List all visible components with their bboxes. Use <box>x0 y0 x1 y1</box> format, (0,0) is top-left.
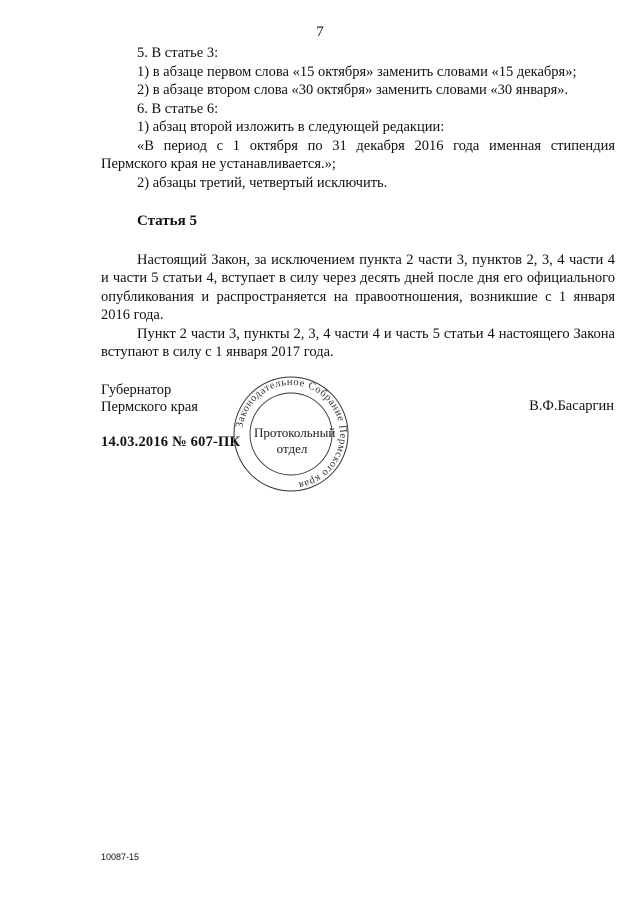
stamp-ring-text: Законодательное Собрание Пермского края <box>234 376 349 491</box>
paragraph: 2) абзацы третий, четвертый исключить. <box>137 174 388 191</box>
signer-title-line1: Губернатор <box>101 382 172 398</box>
signer-title-line2: Пермского края <box>101 399 198 415</box>
article-heading: Статья 5 <box>137 213 197 229</box>
document-code: 10087-15 <box>101 852 140 862</box>
stamp-center-text <box>254 425 336 457</box>
paragraph: 5. В статье 3: <box>137 45 219 61</box>
paragraph: 6. В статье 6: <box>137 100 219 117</box>
paragraph: 2) в абзаце втором слова «30 октября» заменить словами «30 января». <box>137 82 569 98</box>
law-number: 14.03.2016 № 607-ПК <box>101 434 241 450</box>
paragraph: 1) абзац второй изложить в следующей редакции: <box>137 119 445 135</box>
signature-block <box>101 382 198 416</box>
page-number: 7 <box>316 24 324 40</box>
stamp-center-line1: Протокольный <box>254 425 336 440</box>
paragraph-quote: «В период с 1 октября по 31 декабря 2016 года именная стипендия Пермского края не устанавливается.»; <box>101 137 615 172</box>
document-body <box>101 44 615 362</box>
stamp-center-line2: отдел <box>276 441 308 456</box>
paragraph: 1) в абзаце первом слова «15 октября» заменить словами «15 декабря»; <box>137 63 577 80</box>
article-paragraph: Пункт 2 части 3, пункты 2, 3, 4 части 4 и часть 5 статьи 4 настоящего Закона вступают в силу с 1 января 2017 года. <box>101 325 615 360</box>
article-paragraph: Настоящий Закон, за исключением пункта 2 части 3, пунктов 2, 3, 4 части 4 и части 5 статьи 4, вступает в силу через десять дней после дня его официального опубликования и распространяется на правоотношения, возникшие с 1 января 2016 года. <box>101 251 615 323</box>
signer-name: В.Ф.Басаргин <box>529 398 614 414</box>
